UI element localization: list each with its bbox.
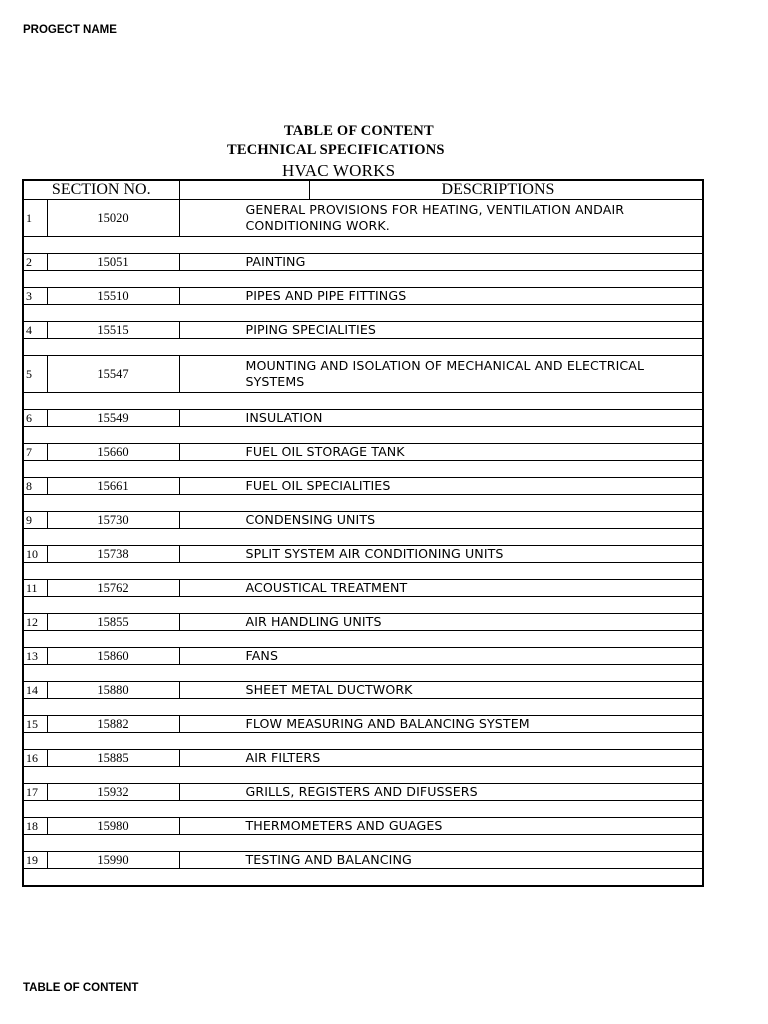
section-description: PAINTING bbox=[179, 254, 703, 271]
section-description: FANS bbox=[179, 648, 703, 665]
section-number: 15762 bbox=[47, 580, 179, 597]
section-description: FLOW MEASURING AND BALANCING SYSTEM bbox=[179, 716, 703, 733]
section-description: FUEL OIL SPECIALITIES bbox=[179, 478, 703, 495]
section-description: MOUNTING AND ISOLATION OF MECHANICAL AND ELECTRICAL SYSTEMS bbox=[179, 356, 703, 393]
section-number: 15661 bbox=[47, 478, 179, 495]
row-number: 9 bbox=[23, 512, 47, 529]
spacer-cell bbox=[23, 461, 703, 478]
section-number: 15855 bbox=[47, 614, 179, 631]
spacer-cell bbox=[23, 869, 703, 887]
row-number: 7 bbox=[23, 444, 47, 461]
row-number: 13 bbox=[23, 648, 47, 665]
table-row bbox=[23, 682, 703, 699]
spacer-row bbox=[23, 393, 703, 410]
section-number: 15051 bbox=[47, 254, 179, 271]
section-description: PIPING SPECIALITIES bbox=[179, 322, 703, 339]
table-row bbox=[23, 852, 703, 869]
table-row bbox=[23, 648, 703, 665]
row-number: 14 bbox=[23, 682, 47, 699]
table-row bbox=[23, 200, 703, 237]
table-row bbox=[23, 410, 703, 427]
spacer-row bbox=[23, 801, 703, 818]
row-number: 19 bbox=[23, 852, 47, 869]
section-description: SPLIT SYSTEM AIR CONDITIONING UNITS bbox=[179, 546, 703, 563]
section-description: ACOUSTICAL TREATMENT bbox=[179, 580, 703, 597]
section-number: 15547 bbox=[47, 356, 179, 393]
table-row bbox=[23, 818, 703, 835]
row-number: 10 bbox=[23, 546, 47, 563]
table-row bbox=[23, 546, 703, 563]
spacer-row bbox=[23, 767, 703, 784]
row-number: 12 bbox=[23, 614, 47, 631]
table-row bbox=[23, 750, 703, 767]
section-number: 15515 bbox=[47, 322, 179, 339]
spacer-row bbox=[23, 305, 703, 322]
section-description: GRILLS, REGISTERS AND DIFUSSERS bbox=[179, 784, 703, 801]
section-number: 15660 bbox=[47, 444, 179, 461]
row-number: 6 bbox=[23, 410, 47, 427]
table-row bbox=[23, 254, 703, 271]
row-number: 17 bbox=[23, 784, 47, 801]
spacer-row bbox=[23, 427, 703, 444]
section-description: AIR FILTERS bbox=[179, 750, 703, 767]
spacer-cell bbox=[23, 529, 703, 546]
section-description: THERMOMETERS AND GUAGES bbox=[179, 818, 703, 835]
section-number: 15020 bbox=[47, 200, 179, 237]
section-description: CONDENSING UNITS bbox=[179, 512, 703, 529]
section-description: PIPES AND PIPE FITTINGS bbox=[179, 288, 703, 305]
doc-subtitle: TECHNICAL SPECIFICATIONS bbox=[227, 142, 445, 158]
section-number: 15730 bbox=[47, 512, 179, 529]
row-number: 5 bbox=[23, 356, 47, 393]
row-number: 1 bbox=[23, 200, 47, 237]
column-header-blank bbox=[179, 180, 309, 200]
column-header-section: SECTION NO. bbox=[23, 180, 179, 200]
spacer-row bbox=[23, 665, 703, 682]
row-number: 8 bbox=[23, 478, 47, 495]
section-number: 15932 bbox=[47, 784, 179, 801]
spacer-cell bbox=[23, 305, 703, 322]
spacer-cell bbox=[23, 427, 703, 444]
column-header-descriptions: DESCRIPTIONS bbox=[309, 180, 703, 200]
spacer-cell bbox=[23, 495, 703, 512]
spacer-cell bbox=[23, 699, 703, 716]
table-row bbox=[23, 580, 703, 597]
section-number: 15738 bbox=[47, 546, 179, 563]
spacer-row bbox=[23, 597, 703, 614]
table-row bbox=[23, 512, 703, 529]
row-number: 2 bbox=[23, 254, 47, 271]
section-number: 15510 bbox=[47, 288, 179, 305]
spacer-row bbox=[23, 835, 703, 852]
section-number: 15549 bbox=[47, 410, 179, 427]
footer-label: TABLE OF CONTENT bbox=[23, 982, 139, 994]
doc-title: TABLE OF CONTENT bbox=[284, 123, 434, 139]
section-number: 15860 bbox=[47, 648, 179, 665]
spacer-cell bbox=[23, 665, 703, 682]
spacer-cell bbox=[23, 271, 703, 288]
table-row bbox=[23, 356, 703, 393]
spacer-row bbox=[23, 237, 703, 254]
section-description: SHEET METAL DUCTWORK bbox=[179, 682, 703, 699]
table-row bbox=[23, 784, 703, 801]
spacer-cell bbox=[23, 339, 703, 356]
row-number: 11 bbox=[23, 580, 47, 597]
spacer-row bbox=[23, 699, 703, 716]
table-row bbox=[23, 478, 703, 495]
spacer-cell bbox=[23, 237, 703, 254]
spacer-row bbox=[23, 733, 703, 750]
spacer-row bbox=[23, 631, 703, 648]
section-description: INSULATION bbox=[179, 410, 703, 427]
row-number: 16 bbox=[23, 750, 47, 767]
section-description: FUEL OIL STORAGE TANK bbox=[179, 444, 703, 461]
spacer-row bbox=[23, 529, 703, 546]
section-description: GENERAL PROVISIONS FOR HEATING, VENTILATION ANDAIR CONDITIONING WORK. bbox=[179, 200, 703, 237]
table-header-row bbox=[23, 180, 703, 200]
section-number: 15885 bbox=[47, 750, 179, 767]
spacer-cell bbox=[23, 835, 703, 852]
row-number: 18 bbox=[23, 818, 47, 835]
table-row bbox=[23, 288, 703, 305]
toc-table bbox=[22, 179, 704, 887]
section-number: 15882 bbox=[47, 716, 179, 733]
spacer-cell bbox=[23, 631, 703, 648]
spacer-cell bbox=[23, 393, 703, 410]
doc-discipline: HVAC WORKS bbox=[282, 161, 396, 180]
spacer-row bbox=[23, 271, 703, 288]
spacer-cell bbox=[23, 597, 703, 614]
spacer-row bbox=[23, 339, 703, 356]
table-row bbox=[23, 716, 703, 733]
table-row bbox=[23, 322, 703, 339]
section-number: 15990 bbox=[47, 852, 179, 869]
spacer-cell bbox=[23, 801, 703, 818]
row-number: 15 bbox=[23, 716, 47, 733]
spacer-row bbox=[23, 869, 703, 887]
spacer-cell bbox=[23, 733, 703, 750]
table-row bbox=[23, 444, 703, 461]
section-description: AIR HANDLING UNITS bbox=[179, 614, 703, 631]
section-number: 15980 bbox=[47, 818, 179, 835]
spacer-cell bbox=[23, 563, 703, 580]
spacer-row bbox=[23, 461, 703, 478]
section-description: TESTING AND BALANCING bbox=[179, 852, 703, 869]
spacer-cell bbox=[23, 767, 703, 784]
spacer-row bbox=[23, 495, 703, 512]
spacer-row bbox=[23, 563, 703, 580]
project-name: PROGECT NAME bbox=[23, 24, 117, 36]
row-number: 3 bbox=[23, 288, 47, 305]
section-number: 15880 bbox=[47, 682, 179, 699]
row-number: 4 bbox=[23, 322, 47, 339]
table-row bbox=[23, 614, 703, 631]
